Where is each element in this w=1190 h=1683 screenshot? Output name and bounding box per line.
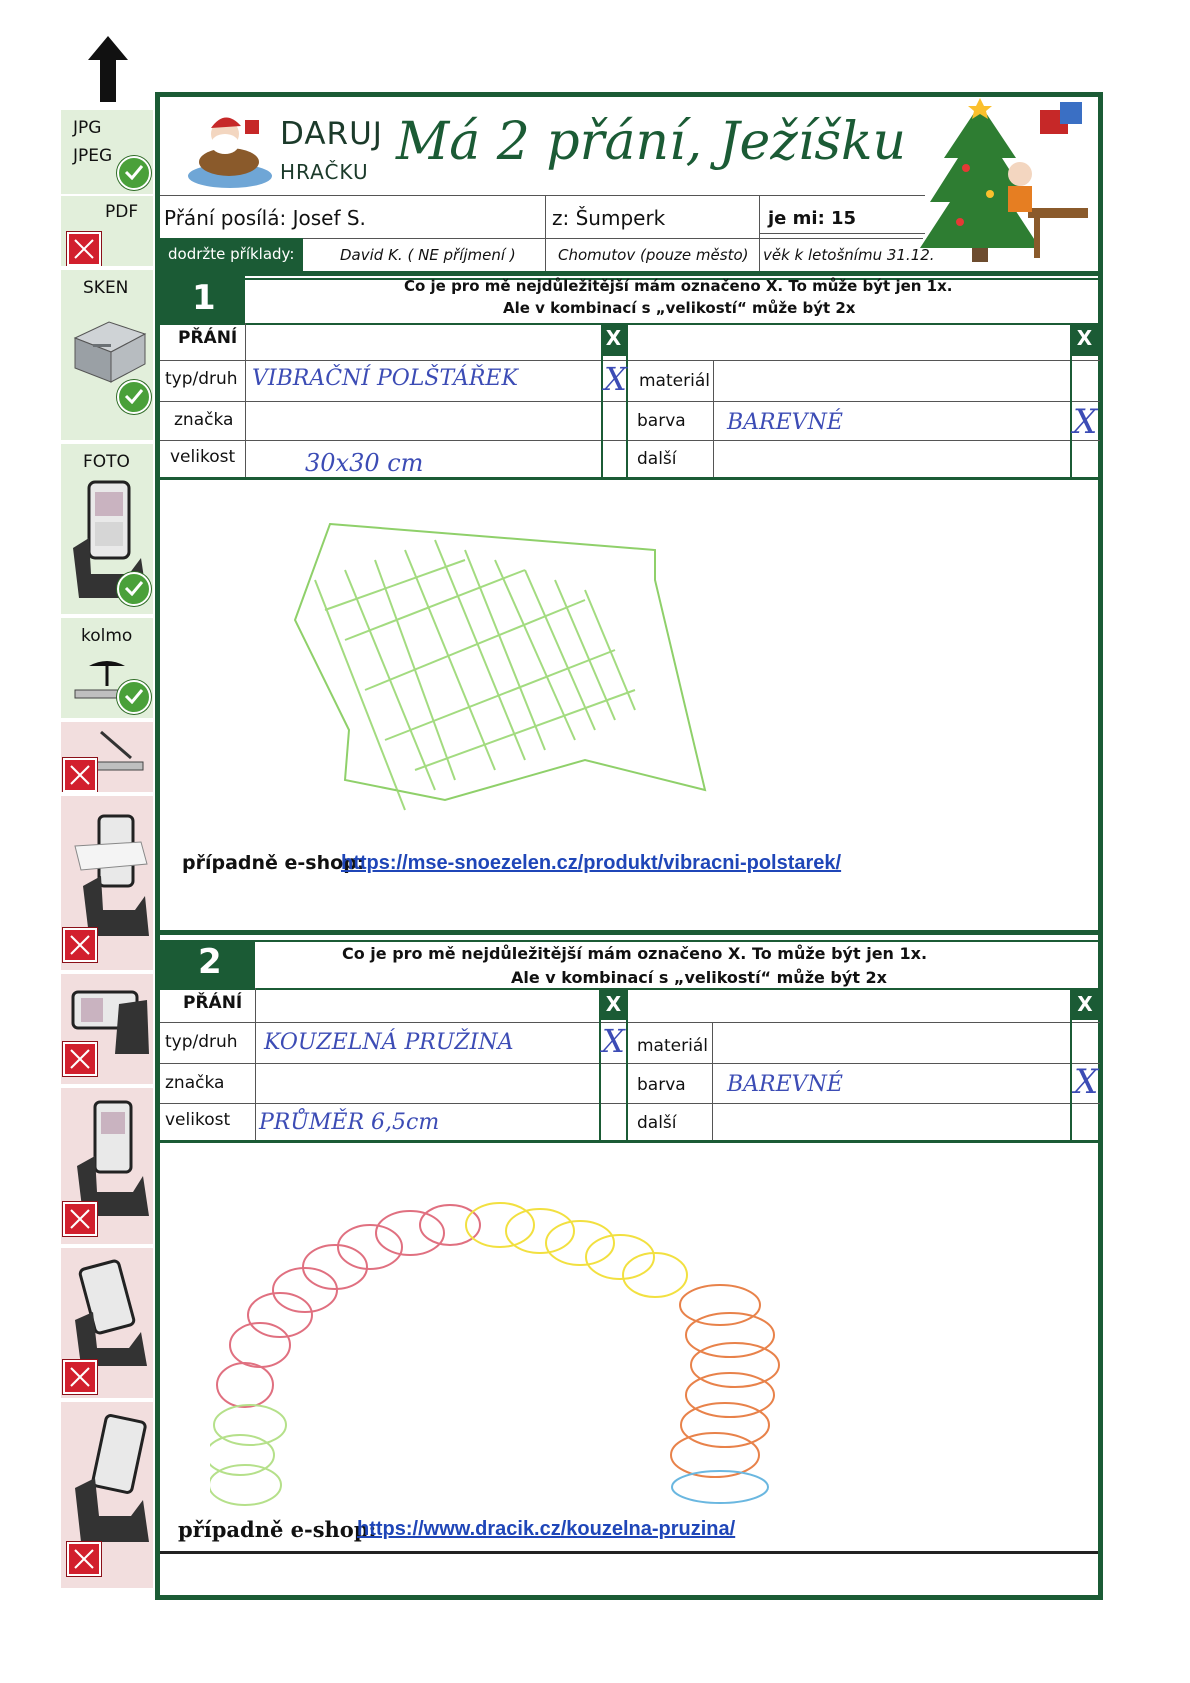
table-line xyxy=(713,360,714,477)
typ-value: VIBRAČNÍ POLŠTÁŘEK xyxy=(252,366,518,391)
sidebar-item-jpg xyxy=(61,110,153,194)
x-column-header: X xyxy=(1072,990,1098,1020)
typ-value: KOUZELNÁ PRUŽINA xyxy=(264,1030,514,1055)
sidebar-item-label: JPEG xyxy=(73,146,113,166)
table-line xyxy=(160,323,1100,325)
sidebar-item-label: kolmo xyxy=(81,626,133,646)
table-line xyxy=(160,440,1100,441)
label-velikost: velikost xyxy=(170,447,236,467)
x-column-header: X xyxy=(601,990,626,1020)
table-line xyxy=(160,1022,1100,1023)
example-age: věk k letošnímu 31.12. xyxy=(763,246,935,264)
label-typ: typ/druh xyxy=(165,369,238,389)
sidebar-item-foto xyxy=(61,444,153,614)
table-line xyxy=(245,323,246,477)
oblique-photo-icon xyxy=(91,728,147,780)
velikost-value: PRŮMĚR 6,5cm xyxy=(259,1110,440,1135)
up-arrow-icon xyxy=(88,36,128,102)
divider xyxy=(160,195,925,196)
example-name: David K. ( NE příjmení ) xyxy=(340,246,516,264)
barva-mark: X xyxy=(1073,402,1098,442)
cross-icon xyxy=(63,1202,97,1236)
typ-mark: X xyxy=(604,360,627,398)
bottom-line xyxy=(160,1551,1098,1554)
sidebar-item-label: FOTO xyxy=(83,452,130,472)
examples-label: dodržte příklady: xyxy=(168,245,295,263)
sidebar-item-kolmo xyxy=(61,618,153,718)
spring-drawing xyxy=(210,1195,840,1529)
santa-logo-icon xyxy=(185,106,275,194)
divider xyxy=(760,233,925,234)
wish-number: 2 xyxy=(198,942,222,982)
label-material: materiál xyxy=(639,371,710,391)
wish-divider xyxy=(155,930,1103,935)
label-prani: PŘÁNÍ xyxy=(178,328,238,348)
velikost-value: 30x30 cm xyxy=(305,449,424,477)
sidebar-item-hand-phone xyxy=(61,1402,153,1588)
check-icon xyxy=(117,680,151,714)
cross-icon xyxy=(67,1542,101,1576)
eshop-link[interactable]: https://mse-snoezelen.cz/produkt/vibracni-polstarek/ xyxy=(341,852,842,874)
divider xyxy=(545,195,546,271)
logo-line1: DARUJ xyxy=(280,116,383,152)
sidebar-item-tilted-phone xyxy=(61,796,153,970)
cross-icon xyxy=(63,758,97,792)
wish-instruction: Ale v kombinací s „velikostí“ může být 2x xyxy=(503,299,856,317)
sidebar-item-label: JPG xyxy=(73,118,102,138)
label-material: materiál xyxy=(637,1036,708,1056)
rotated-phone-icon xyxy=(69,1256,149,1370)
page-title: Má 2 přání, Ježíšku xyxy=(396,112,907,172)
example-city: Chomutov (pouze město) xyxy=(558,246,749,264)
label-dalsi: další xyxy=(637,449,677,469)
sidebar-item-label: PDF xyxy=(105,202,139,222)
label-barva: barva xyxy=(637,411,686,431)
x-column-header: X xyxy=(1071,324,1098,356)
barva-value: BAREVNÉ xyxy=(727,1072,843,1097)
check-icon xyxy=(117,572,151,606)
check-icon xyxy=(117,156,151,190)
label-znacka: značka xyxy=(165,1073,225,1093)
label-velikost: velikost xyxy=(165,1110,231,1130)
sidebar-item-label: SKEN xyxy=(83,278,129,298)
sidebar-item-landscape-phone xyxy=(61,974,153,1084)
barva-mark: X xyxy=(1074,1062,1099,1102)
sender-label: Přání posílá: Josef S. xyxy=(164,206,366,230)
table-line xyxy=(160,1140,1100,1143)
eshop-link[interactable]: https://www.dracik.cz/kouzelna-pruzina/ xyxy=(357,1518,736,1540)
table-line xyxy=(255,988,256,1140)
sidebar-item-pdf xyxy=(61,196,153,266)
cross-icon xyxy=(63,928,97,962)
sidebar-item-oblique-photo xyxy=(61,722,153,792)
barva-value: BAREVNÉ xyxy=(727,410,843,435)
table-line xyxy=(160,401,1100,402)
cushion-drawing xyxy=(285,510,725,844)
table-line xyxy=(160,988,1100,990)
cross-icon xyxy=(63,1360,97,1394)
wish-number: 1 xyxy=(192,278,216,318)
header-divider xyxy=(155,271,1103,276)
tilted-phone-icon xyxy=(71,806,151,940)
table-line xyxy=(160,1063,1100,1064)
city-label: z: Šumperk xyxy=(552,206,666,230)
logo-line2: HRAČKU xyxy=(280,160,369,184)
age-label: je mi: 15 xyxy=(768,208,857,229)
check-icon xyxy=(117,380,151,414)
label-prani: PŘÁNÍ xyxy=(183,993,243,1013)
wish-instruction: Co je pro mě nejdůležitější mám označeno X. To může být jen 1x. xyxy=(404,277,953,295)
hand-phone-icon xyxy=(71,1412,151,1546)
cross-icon xyxy=(67,232,101,266)
table-line xyxy=(626,988,628,1140)
label-barva: barva xyxy=(637,1075,686,1095)
table-line xyxy=(712,1022,713,1140)
divider xyxy=(255,940,1100,942)
table-line xyxy=(160,360,1100,361)
wish-instruction: Ale v kombinací s „velikostí“ může být 2x xyxy=(511,968,887,987)
sidebar-item-sken xyxy=(61,270,153,440)
eshop-label: případně e-shop: xyxy=(178,1517,377,1542)
x-column-header: X xyxy=(601,324,626,356)
label-dalsi: další xyxy=(637,1113,677,1133)
sidebar-item-rotated-phone xyxy=(61,1248,153,1398)
wish-instruction: Co je pro mě nejdůležitější mám označeno X. To může být jen 1x. xyxy=(342,944,928,963)
christmas-tree-icon xyxy=(920,98,1095,270)
table-line xyxy=(626,323,628,477)
sidebar-item-low-phone xyxy=(61,1088,153,1244)
typ-mark: X xyxy=(602,1022,625,1060)
label-znacka: značka xyxy=(174,410,234,430)
table-line xyxy=(160,477,1100,480)
eshop-label: případně e-shop: xyxy=(182,852,365,874)
divider xyxy=(303,238,923,239)
label-typ: typ/druh xyxy=(165,1032,238,1052)
cross-icon xyxy=(63,1042,97,1076)
table-line xyxy=(160,1103,1100,1104)
